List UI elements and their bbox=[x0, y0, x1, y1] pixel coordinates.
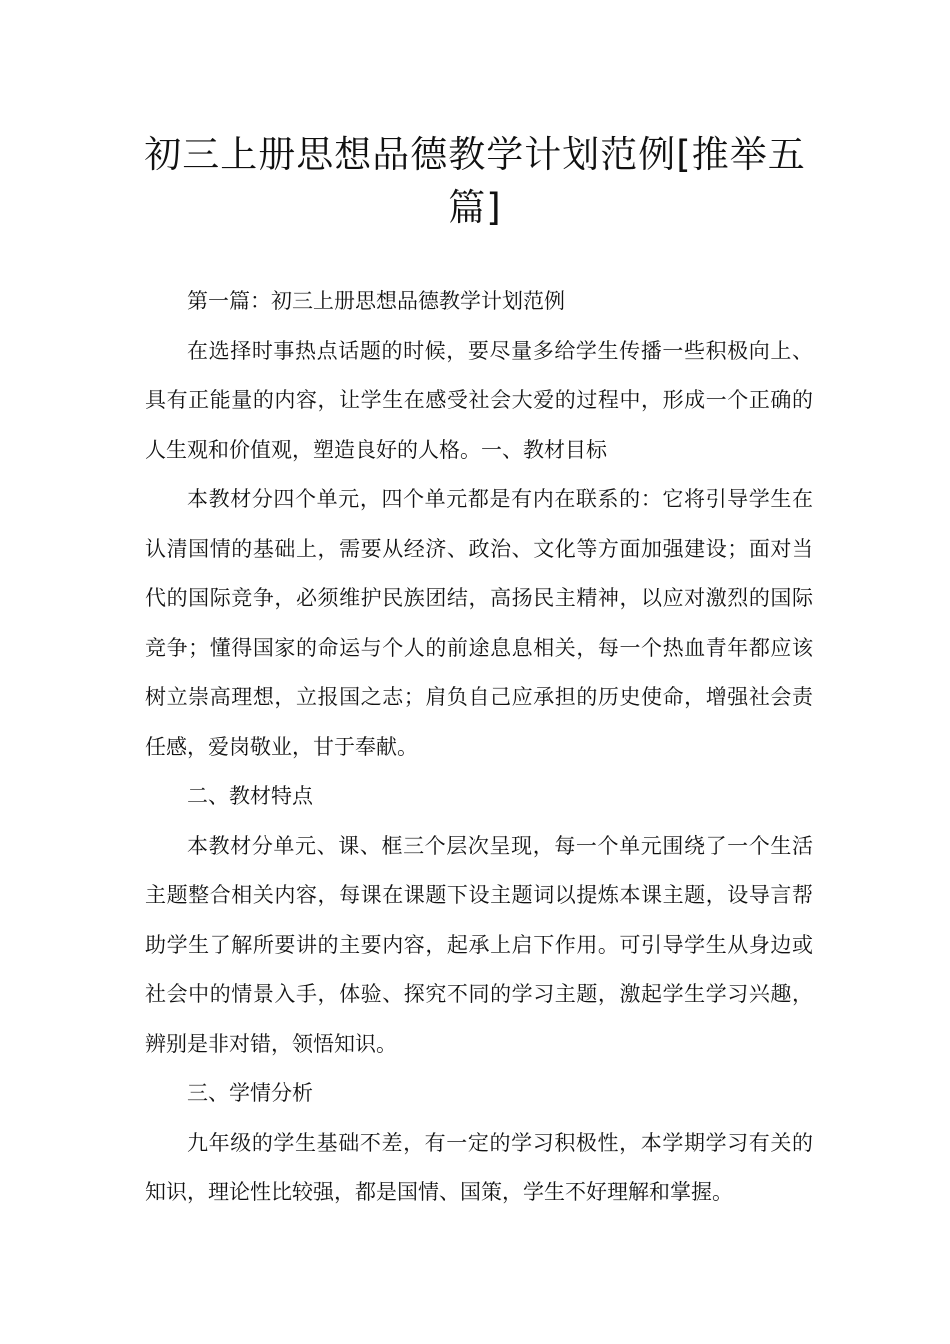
document-body bbox=[145, 277, 813, 1218]
paragraph-textbook-features: 本教材分单元、课、框三个层次呈现，每一个单元围绕了一个生活主题整合相关内容，每课在课题下设主题词以提炼本课主题，设导言帮助学生了解所要讲的主要内容，起承上启下作用。可引导学生从身边或社会中的情景入手，体验、探究不同的学习主题，激起学生学习兴趣，辨别是非对错，领悟知识。 bbox=[145, 833, 813, 1056]
section-heading-textbook-features: 二、教材特点 bbox=[187, 784, 313, 808]
paragraph-heading-part-one: 第一篇：初三上册思想品德教学计划范例 bbox=[187, 289, 565, 313]
document-title: 初三上册思想品德教学计划范例[推举五篇] bbox=[144, 133, 806, 229]
section-heading-student-analysis: 三、学情分析 bbox=[187, 1081, 313, 1105]
paragraph-student-analysis: 九年级的学生基础不差，有一定的学习积极性，本学期学习有关的知识，理论性比较强，都是国情、国策，学生不好理解和掌握。 bbox=[145, 1130, 813, 1204]
paragraph-intro: 在选择时事热点话题的时候，要尽量多给学生传播一些积极向上、具有正能量的内容，让学生在感受社会大爱的过程中，形成一个正确的人生观和价值观，塑造良好的人格。一、教材目标 bbox=[145, 338, 813, 462]
paragraph-textbook-goals: 本教材分四个单元，四个单元都是有内在联系的：它将引导学生在认清国情的基础上，需要从经济、政治、文化等方面加强建设；面对当代的国际竞争，必须维护民族团结，高扬民主精神，以应对激烈的国际竞争；懂得国家的命运与个人的前途息息相关，每一个热血青年都应该树立崇高理想，立报国之志；肩负自己应承担的历史使命，增强社会责任感，爱岗敬业，甘于奉献。 bbox=[145, 487, 813, 759]
